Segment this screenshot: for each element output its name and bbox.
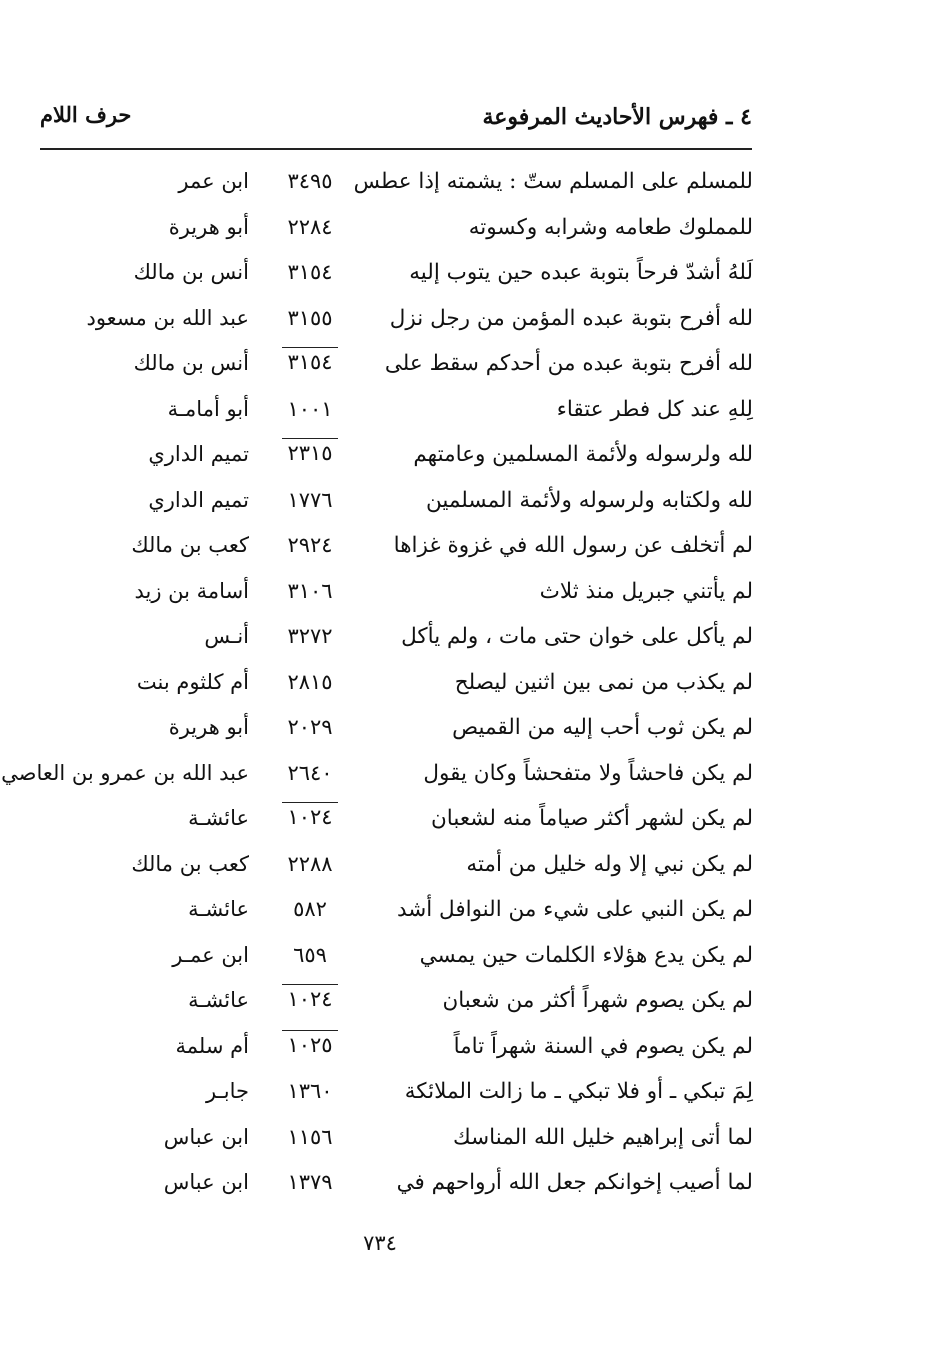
page-number: ٧٣٤: [363, 1231, 397, 1255]
index-entry: [0, 664, 949, 710]
hadith-number: ٣١٠٦: [287, 578, 333, 603]
narrator-name: جابـر: [206, 1079, 249, 1103]
index-entry: [0, 618, 949, 664]
hadith-number: ١٣٧٩: [287, 1170, 333, 1194]
hadith-text: لم يكن يصوم شهراً أكثر من شعبان: [442, 988, 753, 1013]
narrator-name: أنس بن مالك: [133, 351, 249, 375]
index-entry: [0, 436, 949, 482]
index-entry: [0, 163, 949, 209]
hadith-number: ١٠٢٤: [282, 984, 338, 1011]
hadith-text: لم يأكل على خوان حتى مات ، ولم يأكل: [401, 624, 753, 649]
index-entry: [0, 209, 949, 255]
narrator-name: أبو هريرة: [168, 715, 249, 739]
narrator-name: أبو هريرة: [168, 214, 249, 239]
hadith-text: لله أفرح بتوبة عبده المؤمن من رجل نزل: [389, 305, 753, 331]
hadith-number: ٢٢٨٤: [287, 214, 333, 239]
hadith-text: لله ولرسوله ولأئمة المسلمين وعامتهم: [413, 442, 753, 467]
hadith-text: لم يكن فاحشاً ولا متفحشاً وكان يقول: [423, 760, 753, 786]
narrator-name: أم كلثوم بنت: [136, 669, 249, 694]
hadith-number: ١٠٠١: [287, 396, 333, 421]
hadith-number: ٢٣١٥: [282, 438, 338, 465]
hadith-text: للمملوك طعامه وشرابه وكسوته: [468, 214, 753, 240]
hadith-text: لم يكذب من نمى بين اثنين ليصلح: [454, 669, 753, 695]
hadith-text: لم يكن لشهر أكثر صياماً منه لشعبان: [431, 806, 753, 831]
index-entry: [0, 391, 949, 437]
index-entry: [0, 345, 949, 391]
index-entry: [0, 254, 949, 300]
narrator-name: ابن عباس: [163, 1124, 249, 1149]
index-entry: [0, 937, 949, 983]
index-entry: [0, 482, 949, 528]
narrator-name: أنس بن مالك: [133, 260, 249, 284]
index-entry: [0, 1028, 949, 1074]
index-entry: [0, 300, 949, 346]
narrator-name: عبد الله بن عمرو بن العاصي: [1, 760, 249, 785]
hadith-number: ١٠٢٤: [282, 802, 338, 829]
hadith-text: لم يكن النبي على شيء من النوافل أشد: [396, 897, 753, 922]
narrator-name: عبد الله بن مسعود: [86, 305, 249, 330]
narrator-name: عائشـة: [188, 988, 249, 1012]
narrator-name: ابن عمـر: [172, 942, 249, 967]
hadith-text: لِلهِ عند كل فطر عتقاء: [556, 396, 753, 422]
hadith-number: ٣٤٩٥: [287, 169, 333, 193]
index-entry: [0, 1073, 949, 1119]
letter-title: حرف اللام: [40, 102, 132, 127]
hadith-text: لم يكن يدع هؤلاء الكلمات حين يمسي: [419, 942, 753, 968]
hadith-number: ٢٢٨٨: [287, 851, 333, 876]
index-entry: [0, 846, 949, 892]
hadith-text: لم أتخلف عن رسول الله في غزوة غزاها: [393, 533, 753, 558]
narrator-name: تميم الداري: [148, 487, 249, 512]
index-entry: [0, 800, 949, 846]
hadith-text: لم يكن يصوم في السنة شهراً تاماً: [453, 1033, 753, 1059]
hadith-number: ١٣٦٠: [287, 1079, 333, 1103]
hadith-number: ٦٥٩: [293, 942, 327, 967]
hadith-text: لما أصيب إخوانكم جعل الله أرواحهم في: [396, 1170, 753, 1195]
hadith-number: ٣١٥٤: [287, 260, 333, 284]
hadith-number: ١٠٢٥: [282, 1030, 338, 1057]
hadith-text: لله ولكتابه ولرسوله ولأئمة المسلمين: [425, 487, 753, 513]
narrator-name: ابن عمر: [178, 169, 249, 193]
index-entry: [0, 709, 949, 755]
hadith-text: للمسلم على المسلم ستّ : يشمته إذا عطس: [353, 169, 753, 194]
narrator-name: تميم الداري: [148, 442, 249, 466]
header-divider: [40, 148, 752, 150]
narrator-name: أسامة بن زيد: [134, 578, 249, 603]
narrator-name: كعب بن مالك: [131, 851, 249, 876]
narrator-name: أنـس: [204, 624, 249, 648]
hadith-number: ٢٦٤٠: [287, 760, 333, 785]
hadith-number: ٢٠٢٩: [287, 715, 333, 739]
narrator-name: عائشـة: [188, 806, 249, 830]
index-entry: [0, 573, 949, 619]
hadith-text: لما أتى إبراهيم خليل الله المناسك: [453, 1124, 753, 1150]
hadith-number: ٣١٥٥: [287, 305, 333, 330]
page-header: [40, 96, 752, 136]
narrator-name: ابن عباس: [163, 1170, 249, 1194]
narrator-name: أبو أمامـة: [167, 396, 249, 421]
index-entry: [0, 527, 949, 573]
hadith-text: لله أفرح بتوبة عبده من أحدكم سقط على: [384, 351, 753, 376]
narrator-name: كعب بن مالك: [131, 533, 249, 557]
hadith-text: لَلهُ أشدّ فرحاً بتوبة عبده حين يتوب إليه: [409, 260, 753, 285]
hadith-number: ١١٥٦: [287, 1124, 333, 1149]
section-title: ٤ ـ فهرس الأحاديث المرفوعة: [482, 104, 752, 130]
hadith-number: ٥٨٢: [293, 897, 327, 921]
index-entry: [0, 891, 949, 937]
hadith-text: لم يكن ثوب أحب إليه من القميص: [452, 715, 753, 740]
hadith-number: ٢٨١٥: [287, 669, 333, 694]
index-entry: [0, 755, 949, 801]
narrator-name: أم سلمة: [175, 1033, 249, 1058]
hadith-number: ٣١٥٤: [282, 347, 338, 374]
index-entry: [0, 982, 949, 1028]
hadith-index-list: [0, 163, 949, 1210]
hadith-number: ٣٢٧٢: [287, 624, 333, 648]
index-entry: [0, 1164, 949, 1210]
index-entry: [0, 1119, 949, 1165]
hadith-number: ٢٩٢٤: [287, 533, 333, 557]
narrator-name: عائشـة: [188, 897, 249, 921]
hadith-text: لِمَ تبكي ـ أو فلا تبكي ـ ما زالت الملائكة: [404, 1079, 753, 1104]
hadith-number: ١٧٧٦: [287, 487, 333, 512]
hadith-text: لم يكن نبي إلا وله خليل من أمته: [466, 851, 753, 877]
hadith-text: لم يأتني جبريل منذ ثلاث: [539, 578, 753, 604]
